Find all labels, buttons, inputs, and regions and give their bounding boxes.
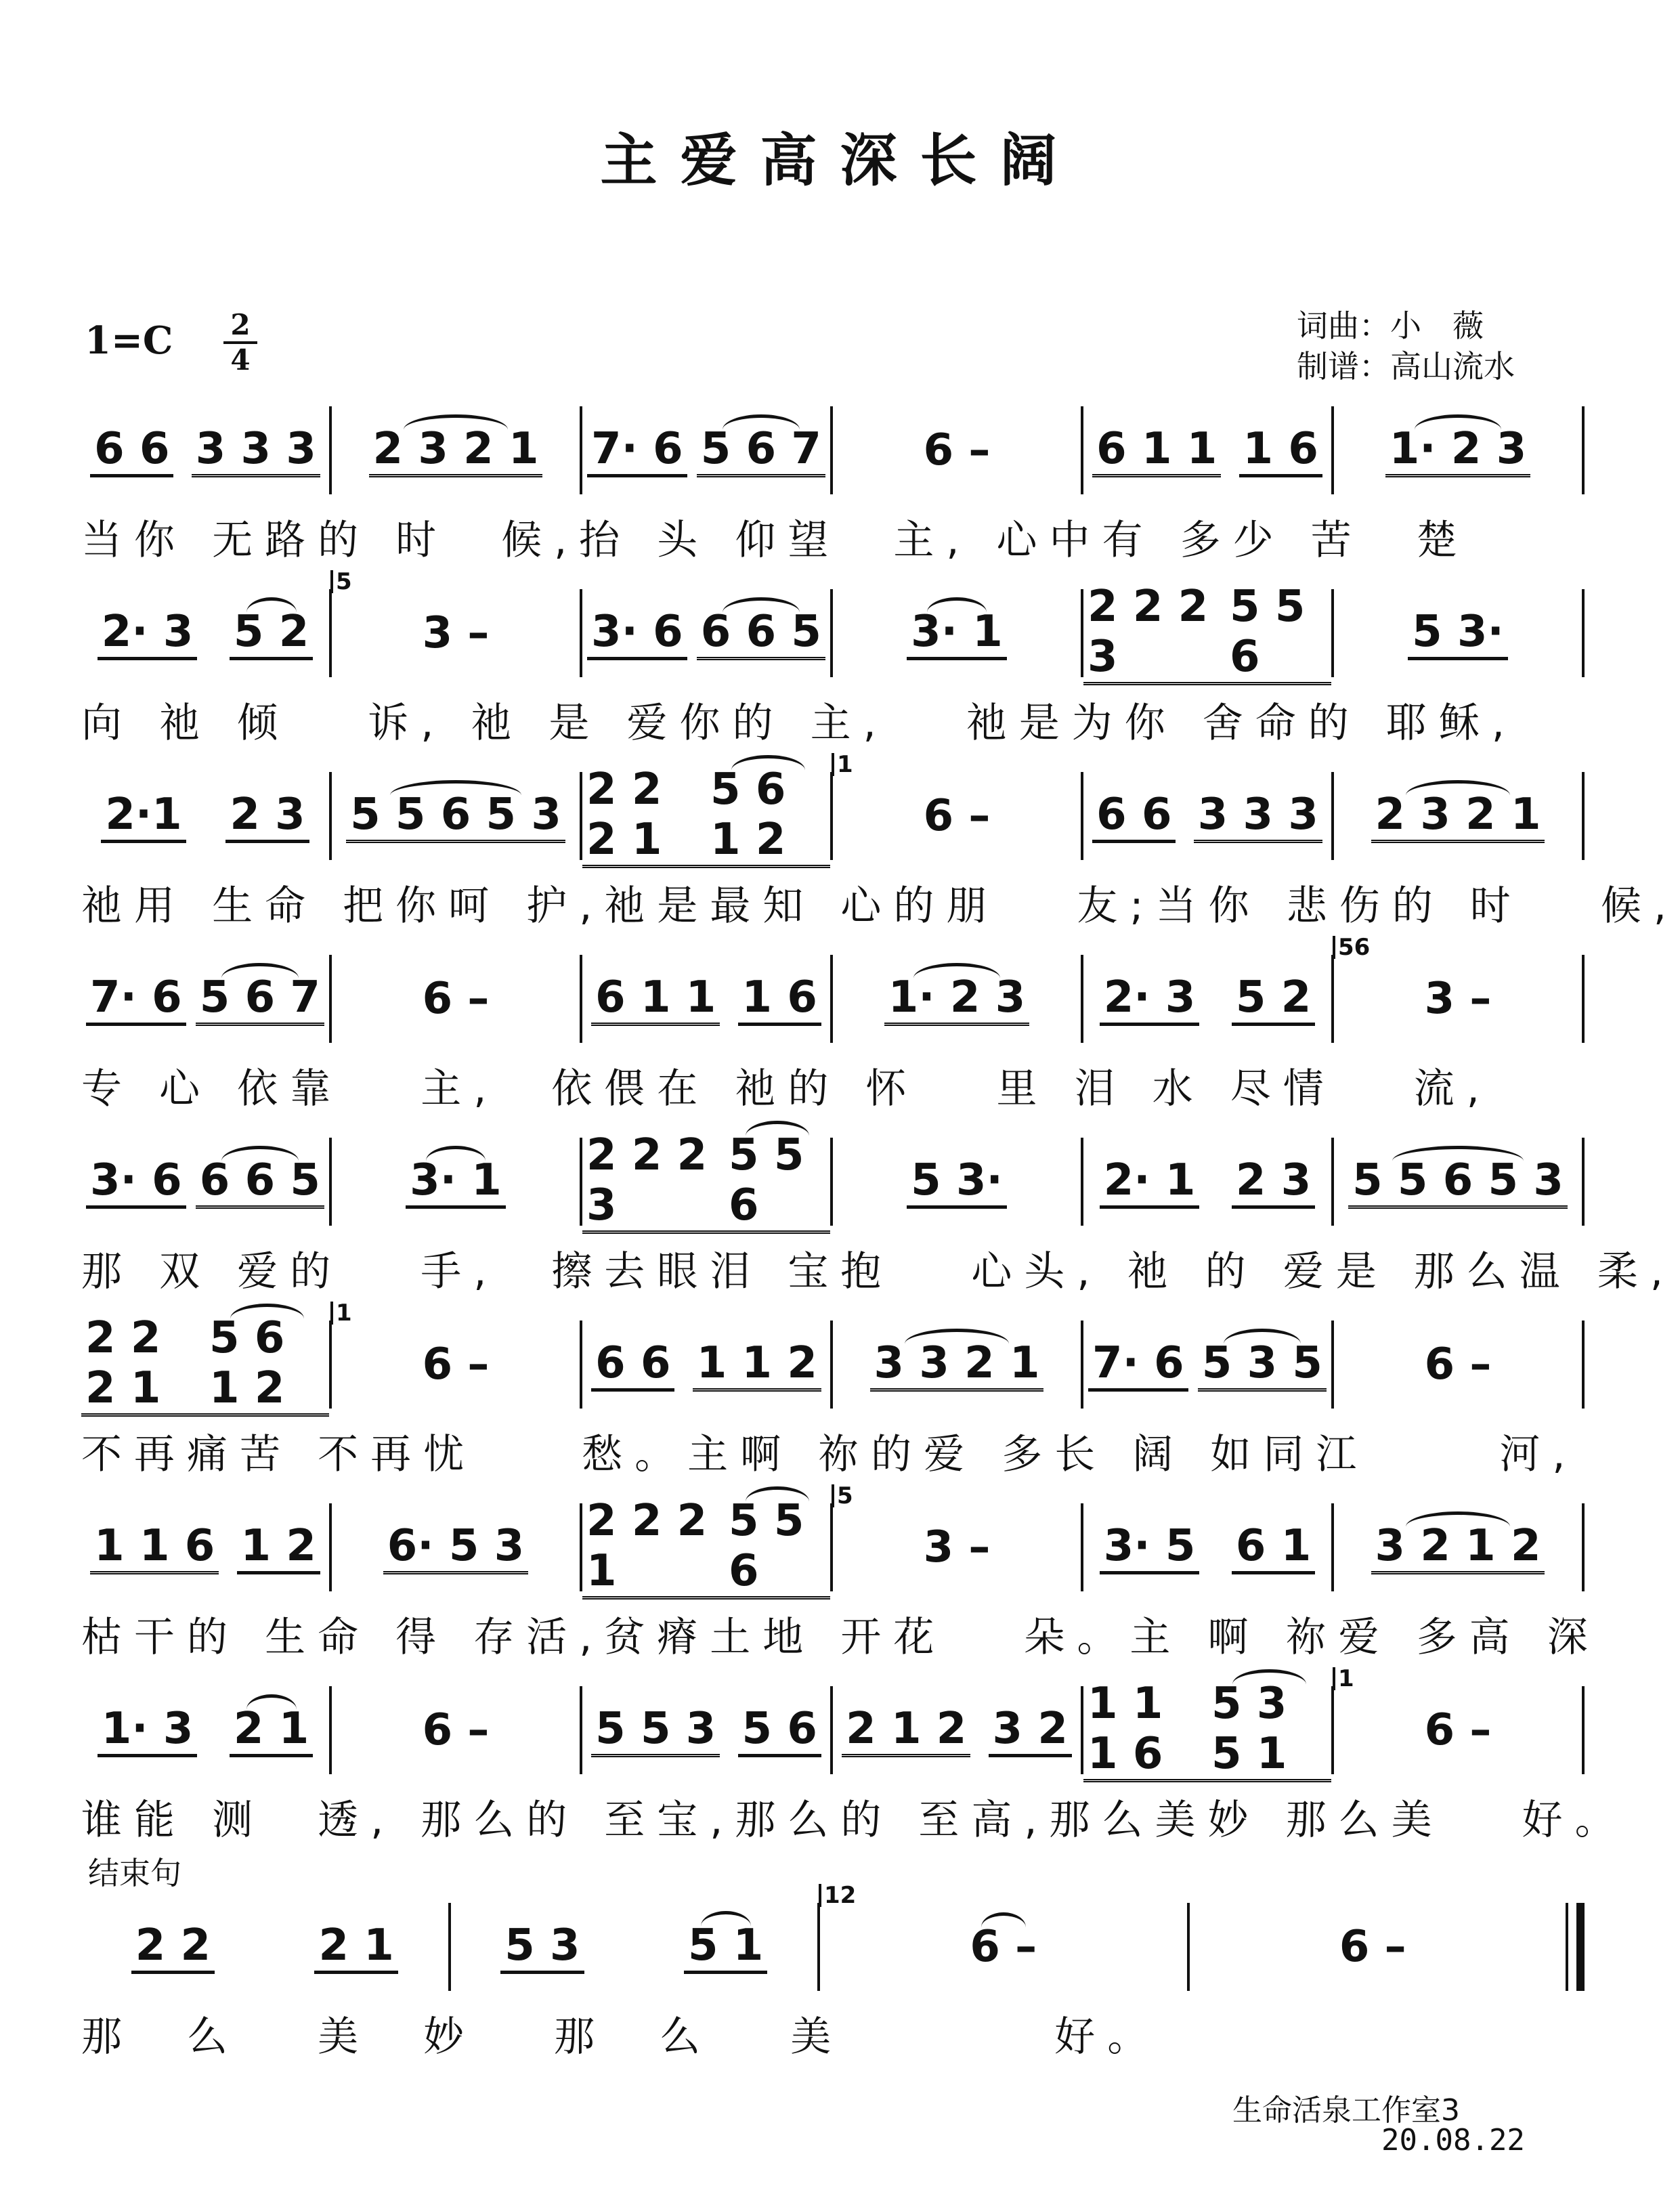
slur-arc: [404, 414, 508, 445]
note-group: 6 1: [1232, 1521, 1315, 1574]
measure: [1083, 772, 1331, 860]
song-title: 主爱高深长阔: [600, 127, 1080, 194]
measure: [332, 1686, 580, 1774]
note-group: 5 2: [1232, 972, 1315, 1026]
lyrics-line: 枯干的 生命 得 存活,贫瘠土地 开花 朵。主 啊 祢爱 多高 深: [81, 1614, 1600, 1661]
measure: [1083, 1503, 1331, 1591]
note-group: 2 1: [230, 1704, 313, 1757]
measure: [1334, 1138, 1582, 1226]
note-group: 6 1 1: [1092, 424, 1221, 477]
note-group: 7· 6: [86, 972, 186, 1026]
note-group: 5 5 6: [725, 1130, 830, 1234]
measure: [1334, 772, 1582, 860]
measure: [81, 406, 329, 494]
note-group: 5 3·: [1408, 607, 1508, 660]
note-group: 3· 5: [1100, 1521, 1200, 1574]
slur-arc: [221, 963, 299, 993]
note-group: 5 6 7: [196, 972, 324, 1026]
note-group: 2 2: [131, 1920, 215, 1974]
measure: [833, 1482, 1081, 1591]
note-group: 1 1 1 6: [1083, 1679, 1207, 1782]
note-group: 1 6: [1239, 424, 1322, 477]
note-group: 2·1: [101, 790, 186, 843]
note-group: 1 1 2: [693, 1338, 821, 1392]
slur-arc: [246, 1694, 297, 1725]
note-group: 6 1 1: [591, 972, 720, 1026]
note-group: 2 2 2 1: [582, 1496, 725, 1599]
note-group: 2 2 2 3: [582, 1130, 725, 1234]
barline: [1582, 1321, 1585, 1409]
lyrics-line: 当你 无路的 时 候,抬 头 仰望 主, 心中有 多少 苦 楚: [81, 517, 1469, 564]
measure: [332, 568, 580, 677]
notes-row: [81, 751, 1585, 865]
lyrics-line: 专 心 依靠 主, 依偎在 祂的 怀 里 泪 水 尽情 流,: [81, 1065, 1492, 1113]
note-group: 3· 1: [907, 607, 1007, 660]
measure: [1334, 589, 1582, 677]
note-group: 6 6 5: [697, 607, 825, 660]
time-signature: [223, 310, 257, 375]
note-group: 5 1: [684, 1920, 767, 1974]
note-group: 5 5 3: [591, 1704, 720, 1757]
slur-arc: [1392, 1146, 1524, 1176]
note-group: 6 –: [422, 974, 490, 1024]
note-group: 3 3 2 1: [870, 1338, 1044, 1392]
slur-arc: [1232, 1669, 1307, 1700]
note-group: 2· 1: [1100, 1155, 1200, 1209]
lyrics-line: 那 么 美 妙 那 么 美 好。: [81, 2013, 1161, 2061]
measure: [582, 1686, 830, 1774]
note-group: 1 1 6: [90, 1521, 219, 1574]
note-group: 3 2 1 2: [1371, 1521, 1545, 1574]
note-group: 7· 6: [1088, 1338, 1188, 1392]
measure: [833, 406, 1081, 494]
credit-lyrics-music: 词曲：小 薇: [1297, 307, 1484, 344]
barline: [1582, 406, 1585, 494]
ending-bracket: 12: [819, 1884, 856, 1907]
note-group: 6 6: [90, 424, 173, 477]
key-signature: 1=C: [85, 318, 173, 363]
note-group: 3· 6: [587, 607, 687, 660]
note-group: 5 3 5: [1198, 1338, 1327, 1392]
note-group: 5 2: [230, 607, 313, 660]
ending-bracket: 1: [1333, 1667, 1354, 1690]
measure: [332, 955, 580, 1043]
note-group: 5 5 6: [725, 1496, 830, 1599]
note-group: 2 3 2 1: [1371, 790, 1545, 843]
measure: [1334, 934, 1582, 1043]
measure: [1334, 1503, 1582, 1591]
measure: [1083, 406, 1331, 494]
measure: [833, 1686, 1081, 1774]
lyrics-line: 向 祂 倾 诉, 祂 是 爱你的 主, 祂是为你 舍命的 耶稣,: [81, 700, 1517, 747]
slur-arc: [1224, 1329, 1301, 1359]
ending-bracket: 5: [330, 570, 352, 593]
measure: [332, 406, 580, 494]
measure: [833, 1321, 1081, 1409]
note-group: 6 –: [422, 1705, 490, 1755]
slur-arc: [426, 1146, 486, 1176]
notes-row: [81, 568, 1585, 682]
notes-row: [81, 406, 1585, 494]
measure: [1083, 1138, 1331, 1226]
measure: [1083, 955, 1331, 1043]
note-group: 2· 3: [1100, 972, 1200, 1026]
measure: [81, 1903, 448, 1991]
measure: [81, 589, 329, 677]
note-group: 6· 5 3: [383, 1521, 528, 1574]
measure: [1334, 1321, 1582, 1409]
slur-arc: [1406, 780, 1510, 811]
note-group: 6 –: [1339, 1922, 1406, 1972]
measure: [332, 772, 580, 860]
note-group: 5 5 6: [1226, 582, 1331, 685]
note-group: 3 3 3: [1194, 790, 1322, 843]
note-group: 5 3·: [907, 1155, 1007, 1209]
notes-row: [81, 1665, 1585, 1779]
notes-row: [81, 1482, 1585, 1596]
note-group: 5 6 7: [697, 424, 825, 477]
slur-arc: [913, 963, 1001, 993]
note-group: 6 –: [422, 1339, 490, 1390]
note-group: 5 5 6 5 3: [1348, 1155, 1568, 1209]
note-group: 3 2: [989, 1704, 1072, 1757]
note-group: 1 2: [237, 1521, 320, 1574]
note-group: 2 2 2 1: [81, 1313, 205, 1417]
note-group: 2 1: [314, 1920, 397, 1974]
note-group: 7· 6: [587, 424, 687, 477]
note-group: 6 –: [923, 425, 991, 475]
notes-row: [81, 1300, 1585, 1413]
lyrics-line: 谁能 测 透, 那么的 至宝,那么的 至高,那么美妙 那么美 好。: [81, 1797, 1628, 1844]
slur-arc: [746, 1121, 809, 1151]
note-group: 2 3: [1232, 1155, 1315, 1209]
note-group: 5 5 6 5 3: [346, 790, 565, 843]
note-group: 6 6: [1092, 790, 1176, 843]
barline: [1582, 772, 1585, 860]
slur-arc: [905, 1329, 1009, 1359]
note-group: 3· 6: [86, 1155, 186, 1209]
slur-arc: [981, 1912, 1026, 1943]
note-group: 5 6 1 2: [205, 1313, 329, 1417]
notes-row: [81, 1882, 1585, 1991]
ending-bracket: 1: [832, 753, 853, 776]
ending-bracket: 5: [832, 1484, 853, 1507]
measure: [582, 1130, 830, 1230]
note-group: 2 3: [225, 790, 309, 843]
measure: [833, 955, 1081, 1043]
measure: [81, 772, 329, 860]
time-signature-top: 2: [230, 308, 251, 341]
measure: [582, 1495, 830, 1596]
slur-arc: [1406, 1511, 1510, 1542]
measure: [81, 1686, 329, 1774]
note-group: 3 –: [923, 1522, 991, 1572]
note-group: 5 6: [738, 1704, 821, 1757]
slur-arc: [1415, 414, 1502, 445]
barline: [1582, 1138, 1585, 1226]
note-group: 6 –: [966, 1922, 1041, 1972]
measure: [81, 955, 329, 1043]
note-group: 6 –: [1424, 1339, 1492, 1390]
note-group: 5 3: [500, 1920, 584, 1974]
measure: [582, 589, 830, 677]
slur-arc: [723, 597, 800, 628]
slur-arc: [927, 597, 987, 628]
slur-arc: [723, 414, 800, 445]
measure: [81, 1138, 329, 1226]
score-date: 20.08.22: [1381, 2123, 1525, 2157]
measure: [582, 764, 830, 865]
note-group: 3 –: [1424, 974, 1492, 1024]
note-group: 5 3 5 1: [1207, 1679, 1331, 1782]
measure: [1190, 1903, 1557, 1991]
note-group: 6 –: [1424, 1705, 1492, 1755]
slur-arc: [246, 597, 297, 628]
barline: [1582, 1503, 1585, 1591]
note-group: 1· 2 3: [1385, 424, 1530, 477]
measure: [1334, 406, 1582, 494]
note-group: 2 2 2 3: [1083, 582, 1226, 685]
measure: [833, 751, 1081, 860]
measure: [820, 1882, 1187, 1991]
measure: [582, 1321, 830, 1409]
measure: [833, 589, 1081, 677]
note-group: 6 6: [591, 1338, 674, 1392]
slur-arc: [746, 1486, 809, 1517]
barline: [1582, 1686, 1585, 1774]
measure: [451, 1903, 818, 1991]
note-group: 6 –: [923, 791, 991, 841]
note-group: 2 2 2 1: [582, 765, 706, 868]
barline: [1582, 955, 1585, 1043]
measure: [332, 1300, 580, 1409]
note-group: 3 –: [422, 608, 490, 658]
time-signature-bottom: 4: [230, 343, 251, 377]
measure: [1083, 1678, 1331, 1779]
measure: [833, 1138, 1081, 1226]
measure: [81, 1312, 329, 1413]
measure: [1083, 581, 1331, 682]
lyrics-line: 不再痛苦 不再忧 愁。主啊 祢的爱 多长 阔 如同江 河,: [81, 1431, 1578, 1478]
lyrics-line: 祂用 生命 把你呵 护,祂是最知 心的朋 友;当你 悲伤的 时 候,: [81, 882, 1679, 930]
note-group: 5 6 1 2: [706, 765, 830, 868]
ending-bracket: 56: [1333, 936, 1370, 959]
slur-arc: [230, 1304, 305, 1334]
slur-arc: [221, 1146, 299, 1176]
slur-arc: [701, 1911, 751, 1941]
note-group: 1 6: [738, 972, 821, 1026]
slur-arc: [731, 755, 806, 786]
note-group: 3· 1: [406, 1155, 506, 1209]
studio-name: 生命活泉工作室3: [1232, 2093, 1460, 2128]
ending-bracket: 1: [330, 1302, 352, 1325]
ending-label: 结束句: [88, 1855, 181, 1891]
measure: [332, 1138, 580, 1226]
measure: [582, 406, 830, 494]
note-group: 6 6 5: [196, 1155, 324, 1209]
credit-score-maker: 制谱：高山流水: [1297, 348, 1515, 385]
measure: [1334, 1665, 1582, 1774]
measure: [582, 955, 830, 1043]
note-group: 2· 3: [98, 607, 198, 660]
notes-row: [81, 1130, 1585, 1230]
note-group: 1· 2 3: [884, 972, 1029, 1026]
notes-row: [81, 934, 1585, 1043]
measure: [81, 1503, 329, 1591]
note-group: 1· 3: [98, 1704, 198, 1757]
lyrics-line: 那 双 爱的 手, 擦去眼泪 宝抱 心头, 祂 的 爱是 那么温 柔,: [81, 1248, 1675, 1295]
note-group: 2 3 2 1: [369, 424, 543, 477]
measure: [332, 1503, 580, 1591]
measure: [1083, 1321, 1331, 1409]
barline: [1582, 589, 1585, 677]
note-group: 2 1 2: [842, 1704, 970, 1757]
barline: [1566, 1903, 1568, 1991]
note-group: 3 3 3: [192, 424, 320, 477]
final-barline: [1576, 1903, 1585, 1991]
slur-arc: [390, 780, 521, 811]
